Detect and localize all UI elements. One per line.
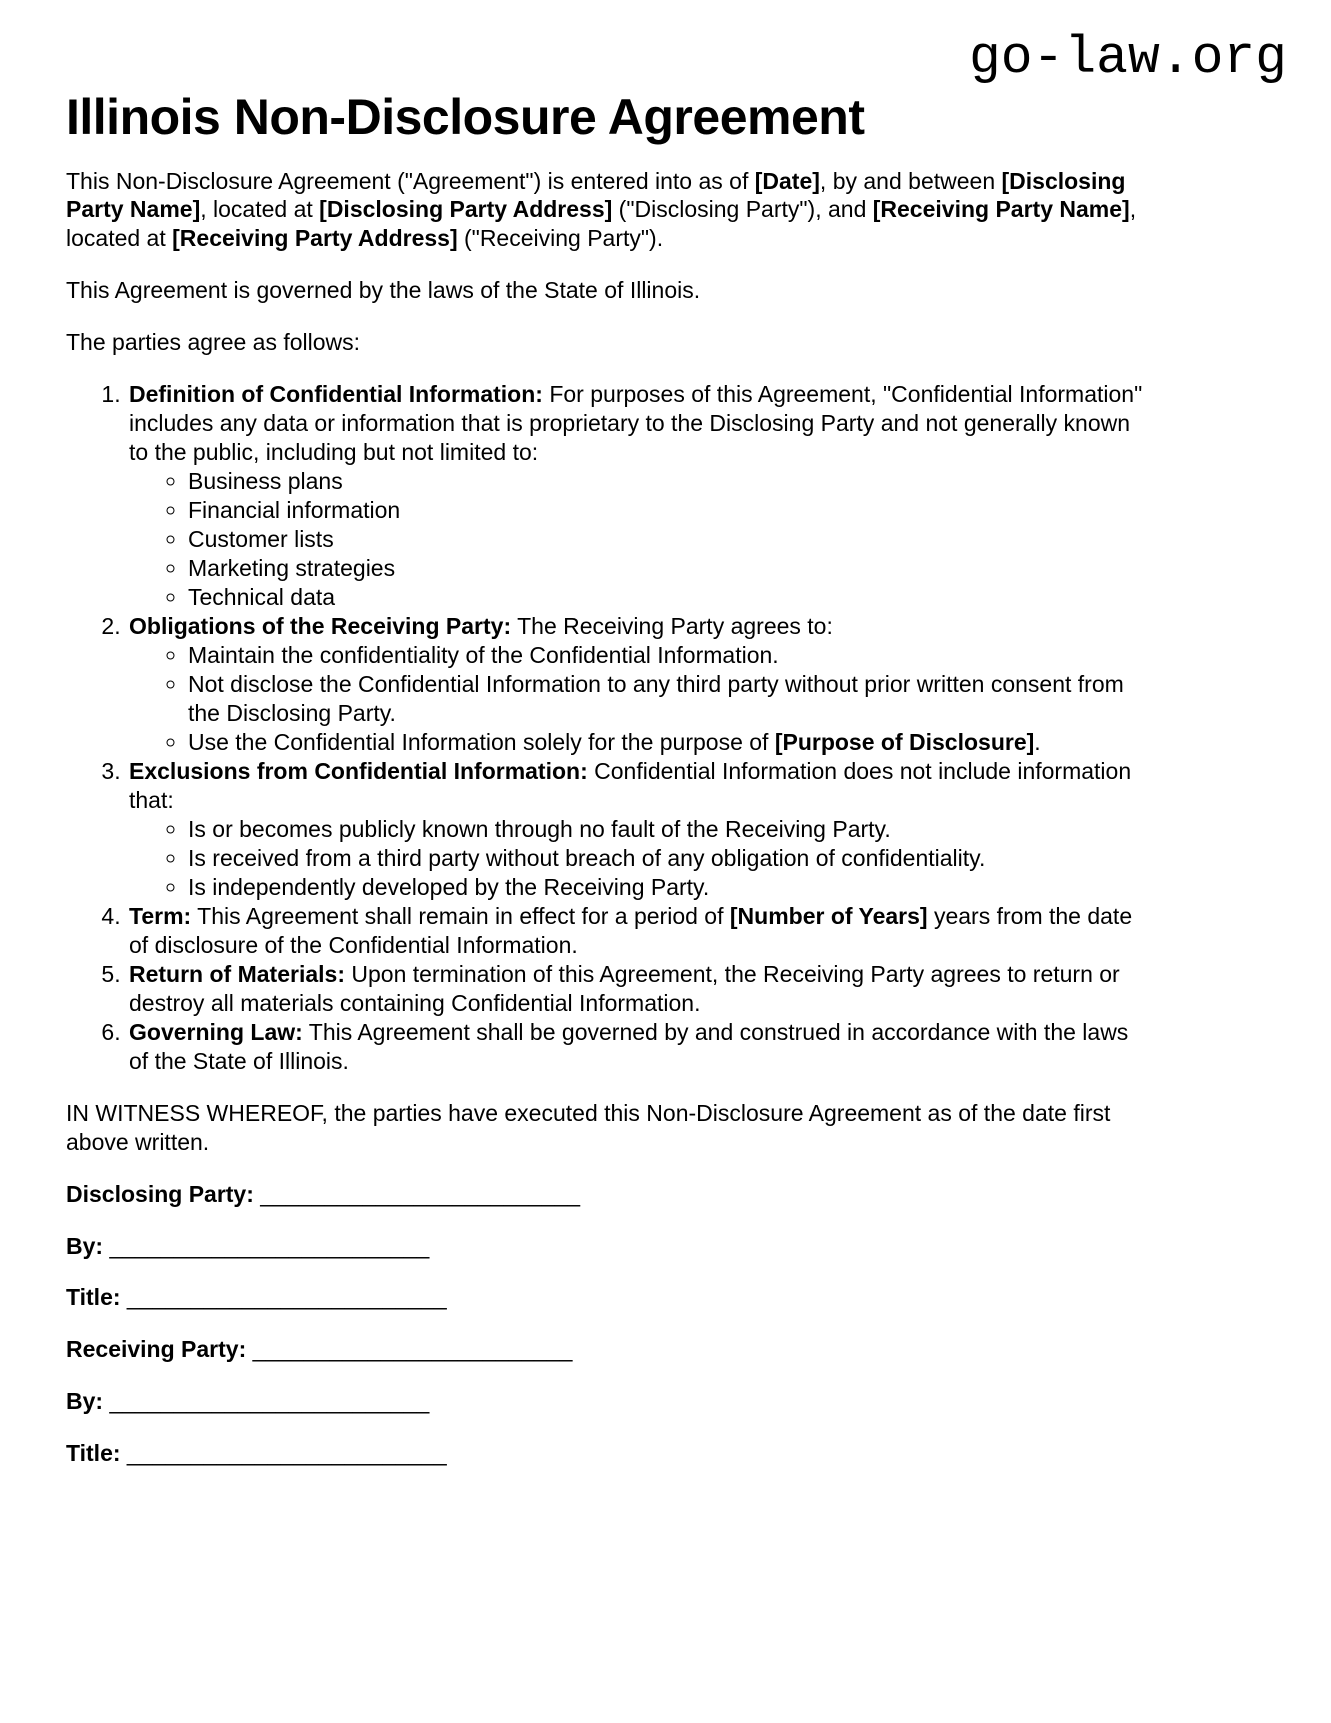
- clause-item: 3. Exclusions from Confidential Information: Confidential Information does not include information that: ◦ Is or becomes publicly known through no fault of the Receiving Party. ◦ Is received from a third party without breach of any obligation of confidentiality. ◦ Is independently developed by the Receiving Party.: [127, 757, 1152, 902]
- signature-line-receiving-by: [66, 1387, 1152, 1416]
- clause-sub-item: ◦ Business plans: [188, 467, 1152, 496]
- signature-label-disclosing-title: Title:: [66, 1284, 121, 1311]
- signature-line-disclosing-by: [66, 1232, 1152, 1261]
- signature-blank-receiving-by: _________________________: [109, 1388, 430, 1415]
- document-title: Illinois Non-Disclosure Agreement: [66, 89, 865, 145]
- clause-sub-item: ◦ Not disclose the Confidential Information to any third party without prior written consent from the Disclosing Party.: [188, 670, 1152, 728]
- clause-sub-list: [129, 815, 1152, 902]
- site-logo: go-law.org: [968, 28, 1287, 88]
- clause-sub-item: ◦ Customer lists: [188, 525, 1152, 554]
- clause-item: 1. Definition of Confidential Information: For purposes of this Agreement, "Confidential Information" includes any data or information that is proprietary to the Disclosing Party and not generally known to the public, including but not limited to: ◦ Business plans ◦ Financial information ◦ Customer lists ◦ Marketing strategies ◦ Technical data: [127, 380, 1152, 612]
- signature-label-receiving-by: By:: [66, 1388, 104, 1415]
- clause-item: 5. Return of Materials: Upon termination of this Agreement, the Receiving Party agrees to return or destroy all materials containing Confidential Information.: [127, 960, 1152, 1018]
- agreement-clauses-list: [66, 380, 1152, 1075]
- signature-label-disclosing-by: By:: [66, 1232, 104, 1259]
- clause-item: 6. Governing Law: This Agreement shall be governed by and construed in accordance with the laws of the State of Illinois.: [127, 1018, 1152, 1076]
- clause-sub-item: ◦ Financial information: [188, 496, 1152, 525]
- clause-item: 2. Obligations of the Receiving Party: The Receiving Party agrees to: ◦ Maintain the confidentiality of the Confidential Information. ◦ Not disclose the Confidential Information to any third party without prior written consent from the Disclosing Party. ◦ Use the Confidential Information solely for the purpose of [Purpose of Disclosure].: [127, 612, 1152, 757]
- clause-sub-item: ◦ Use the Confidential Information solely for the purpose of [Purpose of Disclosure].: [188, 728, 1152, 757]
- parties-agree-lead: The parties agree as follows:: [66, 329, 361, 356]
- witness-paragraph: IN WITNESS WHEREOF, the parties have executed this Non-Disclosure Agreement as of the date first above written.: [66, 1099, 1111, 1155]
- governing-law-paragraph: This Agreement is governed by the laws of the State of Illinois.: [66, 277, 701, 304]
- signature-block: [66, 1180, 1152, 1469]
- clause-sub-item: ◦ Is independently developed by the Receiving Party.: [188, 873, 1152, 902]
- clause-sub-list: [129, 467, 1152, 612]
- signature-label-receiving-party: Receiving Party:: [66, 1336, 247, 1363]
- clause-sub-item: ◦ Maintain the confidentiality of the Confidential Information.: [188, 641, 1152, 670]
- document-body: [66, 167, 1152, 1469]
- signature-blank-disclosing-title: _________________________: [126, 1284, 447, 1311]
- signature-label-receiving-title: Title:: [66, 1440, 121, 1467]
- signature-line-disclosing-party: [66, 1180, 1152, 1209]
- signature-blank-receiving-party: _________________________: [252, 1336, 573, 1363]
- clause-sub-item: ◦ Is or becomes publicly known through no fault of the Receiving Party.: [188, 815, 1152, 844]
- clause-item: 4. Term: This Agreement shall remain in effect for a period of [Number of Years] years from the date of disclosure of the Confidential Information.: [127, 902, 1152, 960]
- signature-blank-disclosing-by: _________________________: [109, 1232, 430, 1259]
- signature-line-disclosing-title: [66, 1283, 1152, 1312]
- signature-line-receiving-title: [66, 1439, 1152, 1468]
- signature-blank-receiving-title: _________________________: [126, 1440, 447, 1467]
- intro-paragraph: This Non-Disclosure Agreement ("Agreement") is entered into as of [Date], by and between [Disclosing Party Name], located at [Disclosing Party Address] ("Disclosing Party"), and [Receiving Party Name], located at [Receiving Party Address] ("Receiving Party").: [66, 167, 1137, 252]
- signature-label-disclosing-party: Disclosing Party:: [66, 1180, 254, 1207]
- clause-sub-list: [129, 641, 1152, 757]
- clause-sub-item: ◦ Is received from a third party without breach of any obligation of confidentiality.: [188, 844, 1152, 873]
- clause-sub-item: ◦ Marketing strategies: [188, 554, 1152, 583]
- signature-line-receiving-party: [66, 1335, 1152, 1364]
- clause-sub-item: ◦ Technical data: [188, 583, 1152, 612]
- signature-blank-disclosing-party: _________________________: [260, 1180, 581, 1207]
